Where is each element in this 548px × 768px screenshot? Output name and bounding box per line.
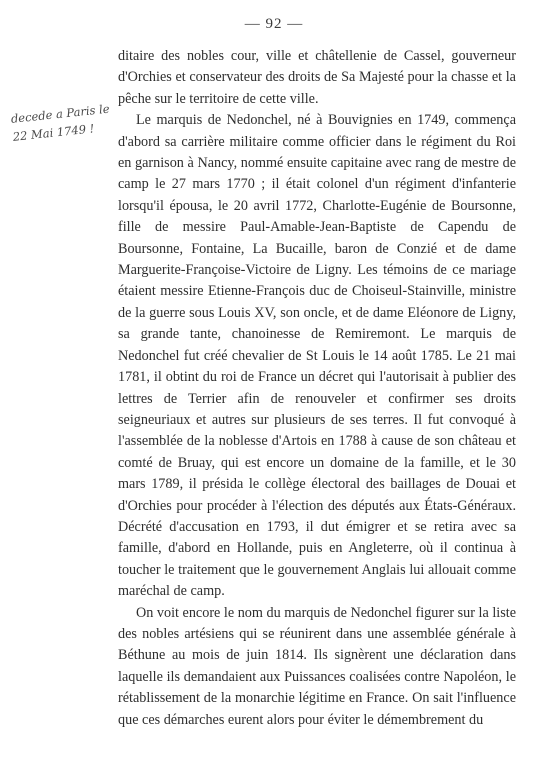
body-text (118, 46, 516, 731)
page-number: — 92 — (244, 16, 304, 32)
margin-note-line-1: decede a Paris le (10, 101, 111, 126)
paragraph-continuation: ditaire des nobles cour, ville et châtellenie de Cassel, gouverneur d'Orchies et conservateur des droits de Sa Majesté pour la chasse et la pêche sur le territoire de cette ville. (118, 48, 516, 107)
margin-note-line-2: 22 Mai 1749 ! (12, 121, 95, 144)
paragraph-marquis-career: Le marquis de Nedonchel, né à Bouvignies en 1749, commença d'abord sa carrière militaire comme officier dans le régiment du Roi en garnison à Nancy, nommé ensuite capitaine avec rang de mestre de camp le 27 mars 1770 ; il était colonel d'un régiment d'infanterie lorsqu'il épousa, le 20 avril 1772, Charlotte-Eugénie de Boursonne, fille de messire Paul-Amable-Jean-Baptiste de Capendu de Boursonne, Fontaine, La Bucaille, baron de Conzié et de dame Marguerite-Françoise-Victoire de Ligny. Les témoins de ce mariage étaient messire Etienne-François duc de Choiseul-Stainville, ministre de la guerre sous Louis XV, son oncle, et de dame Eléonore de Ligny, sa grande tante, chanoinesse de Remiremont. Le marquis de Nedonchel fut créé chevalier de St Louis le 14 août 1785. Le 21 mai 1781, il obtint du roi de France un décret qui l'autorisait à publier des lettres de Terrier afin de renouveler et confirmer ses droits seigneuriaux et autres sur plusieurs de ses terres. Il fut convoqué à l'assemblée de la noblesse d'Artois en 1788 à cause de son château et comté de Bruay, qui est encore un domaine de la famille, et le 30 mars 1789, il présida le collège électoral des baillages de Douai et d'Orchies pour procéder à l'élection des députés aux États-Généraux. Décrété d'accusation en 1793, il dut émigrer et se retira avec sa famille, d'abord en Hollande, puis en Angleterre, où il continua à toucher le traitement que le gouvernement Anglais lui allouait comme maréchal de camp. (118, 112, 516, 600)
paragraph-bethune-assembly: On voit encore le nom du marquis de Nedonchel figurer sur la liste des nobles artésiens qui se réunirent dans une assemblée générale à Béthune au mois de juin 1814. Ils signèrent une déclaration dans laquelle ils demandaient aux Puissances coalisées contre Napoléon, le rétablissement de la monarchie légitime en France. On sait l'influence que ces démarches eurent alors pour éviter le démembrement du (118, 604, 516, 728)
handwritten-margin-note (10, 99, 123, 146)
